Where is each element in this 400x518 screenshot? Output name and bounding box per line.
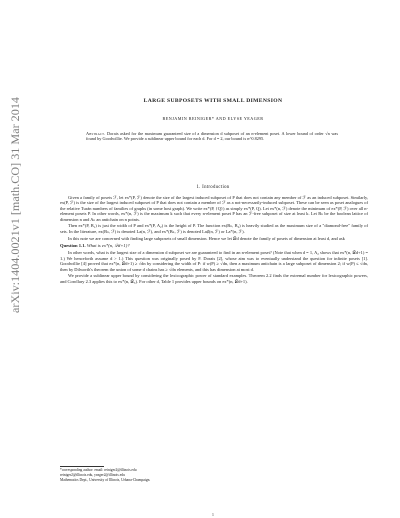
arxiv-stamp-svg bbox=[2, 95, 26, 315]
abstract bbox=[86, 131, 338, 142]
question-label: Question 1.1. bbox=[60, 243, 86, 248]
footnote-1: *corresponding author: email: reiniger2@illinois.edu bbox=[60, 468, 137, 472]
paper-title: LARGE SUBPOSETS WITH SMALL DIMENSION bbox=[143, 98, 283, 104]
section-heading: 1. Introduction bbox=[196, 185, 230, 190]
question bbox=[60, 243, 368, 248]
paragraph-4: In other words, what is the largest size of a dimension d subposet we are guaranteed to find in an n-element poset? (Note that when d = 1, A₂ shows that ex*(n, 𝒟d+1) = 1.) We henceforth assume d > 1.) This question was originally posed by F. Dorais [2], whose aim was to eventually understand the question for infinite posets [1]. Goodwillie [4] proved that ex*(n, 𝒟d+1) ≥ √dn by considering the width of P: if w(P) ≥ √dn, then a maximum antichain is a large subposet of dimension 2; if w(P) ≤ √dn, then by Dilworth's theorem the union of some d chains has ≥ √dn elements, and this has dimension at most d. bbox=[60, 250, 368, 272]
footnotes bbox=[60, 468, 360, 482]
question-text: What is ex*(n, 𝒟d+1)? bbox=[86, 243, 130, 248]
abstract-text: Dorais asked for the maximum guaranteed size of a dimension d subposet of an n-element poset. A lower bound of order √n was found by Goodwillie. We provide a sublinear upper bound for each d. For d = 2, our bound is n^0.8295. bbox=[86, 131, 338, 142]
arxiv-stamp bbox=[2, 95, 26, 315]
paragraph-5: We provide a sublinear upper bound by considering the lexicographic power of standard examples. Theorem 2.2 finds the extremal number for lexicographic powers, and Corollary 2.3 applies this to ex*(n, 𝒟₃). For other d, Table 1 provides upper bounds on ex*(n, 𝒟d+1). bbox=[60, 273, 368, 284]
arxiv-stamp-text: arXiv:1404.0021v1 [math.CO] 31 Mar 2014 bbox=[10, 114, 22, 313]
paragraph-3: In this note we are concerned with finding large subposets of small dimension. Hence we let 𝒟d denote the family of posets of dimension at least d, and ask bbox=[68, 235, 345, 241]
footnote-3: Mathematics Dept., University of Illinois, Urbana-Champaign. bbox=[60, 477, 151, 482]
footnote-2: reiniger2@illinois.edu, yeager2@illinois.edu bbox=[60, 472, 125, 477]
abstract-lead: Abstract. bbox=[86, 131, 106, 136]
page-number: 1 bbox=[212, 513, 214, 517]
footnote-rule bbox=[60, 466, 104, 467]
paper-body bbox=[60, 195, 368, 286]
paragraph-1: Given a family of posets ℱ, let ex*(P, ℱ) denote the size of the largest induced subposet of P that does not contain any member of ℱ as an induced subposet. Similarly, ex(P, ℱ) is the size of the largest induced subposet of P that does not contain a member of ℱ as a not-necessarily-induced subposet. These can be seen as poset analogues of the relative Turán numbers of families of graphs (in some host graph). We write ex*(P, {Q}) as simply ex*(P, Q). Let ex*(n, ℱ) denote the minimum of ex*(P, ℱ) over all n-element posets P. In other words, ex*(n, ℱ) is the maximum k such that every n-element poset P has an ℱ-free subposet of size at least k. Let Bₙ be the boolean lattice of dimension n and Aₙ an antichain on n points. bbox=[60, 195, 368, 222]
paragraph-2: Then ex*(P, B₁) is just the width of P and ex*(P, A₂) is the height of P. The function ex(Bₙ, B₂) is heavily studied as the maximum size of a "diamond-free" family of sets. In the literature, ex(Bₙ, ℱ) is denoted La(n, ℱ), and ex*(Bₙ, ℱ) is denoted La♯(n, ℱ) or La*(n, ℱ). bbox=[60, 223, 368, 234]
paper-authors: BENJAMIN REINIGER* AND ELYSE YEAGER bbox=[162, 116, 264, 121]
